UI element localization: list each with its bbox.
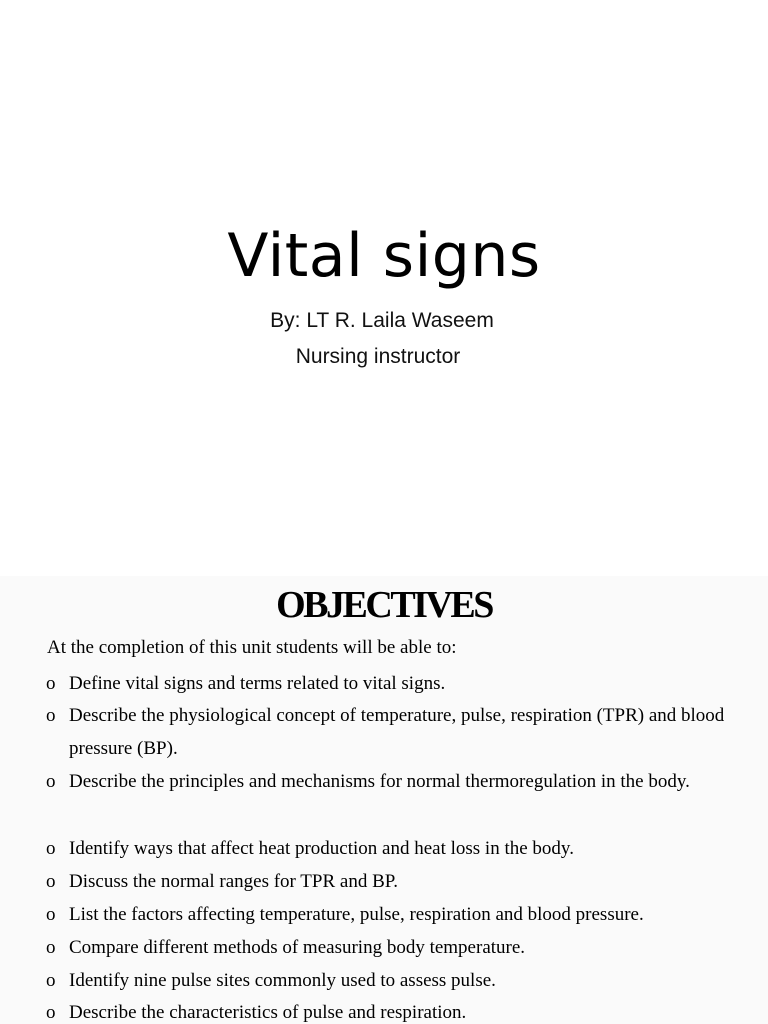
role-line: Nursing instructor [295, 345, 461, 368]
author-line: By: LT R. Laila Waseem [270, 309, 494, 332]
bullet-marker: o [46, 771, 56, 792]
bullet-marker: o [46, 673, 56, 694]
objective-item [46, 1000, 726, 1024]
objective-text: Define vital signs and terms related to vital signs. [69, 673, 446, 694]
objective-item [46, 703, 726, 765]
objectives-intro: At the completion of this unit students will be able to: [47, 637, 457, 658]
bullet-marker: o [46, 1002, 56, 1023]
objective-item [46, 935, 726, 964]
objective-text: Describe the physiological concept of temperature, pulse, respiration (TPR) and blood pressure (BP). [69, 705, 725, 759]
objective-item [46, 769, 726, 798]
objective-text: Identify ways that affect heat production and heat loss in the body. [69, 838, 574, 859]
objective-item [46, 968, 726, 997]
objective-text: Identify nine pulse sites commonly used to assess pulse. [69, 970, 496, 991]
objectives-slide [0, 576, 768, 1024]
objectives-heading: OBJECTIVES [276, 584, 492, 626]
bullet-marker: o [46, 838, 56, 859]
slide-title: Vital signs [227, 221, 541, 291]
bullet-marker: o [46, 970, 56, 991]
bullet-marker: o [46, 871, 56, 892]
objective-item [46, 902, 726, 931]
objective-item [46, 869, 726, 898]
objective-text: Describe the principles and mechanisms for normal thermoregulation in the body. [69, 771, 690, 792]
objective-item [46, 836, 726, 865]
bullet-marker: o [46, 937, 56, 958]
objective-text: Compare different methods of measuring body temperature. [69, 937, 526, 958]
bullet-marker: o [46, 904, 56, 925]
objective-text: Describe the characteristics of pulse and respiration. [69, 1002, 467, 1023]
objective-text: List the factors affecting temperature, pulse, respiration and blood pressure. [69, 904, 644, 925]
objective-text: Discuss the normal ranges for TPR and BP. [69, 871, 398, 892]
bullet-marker: o [46, 705, 56, 726]
objective-item [46, 671, 726, 700]
